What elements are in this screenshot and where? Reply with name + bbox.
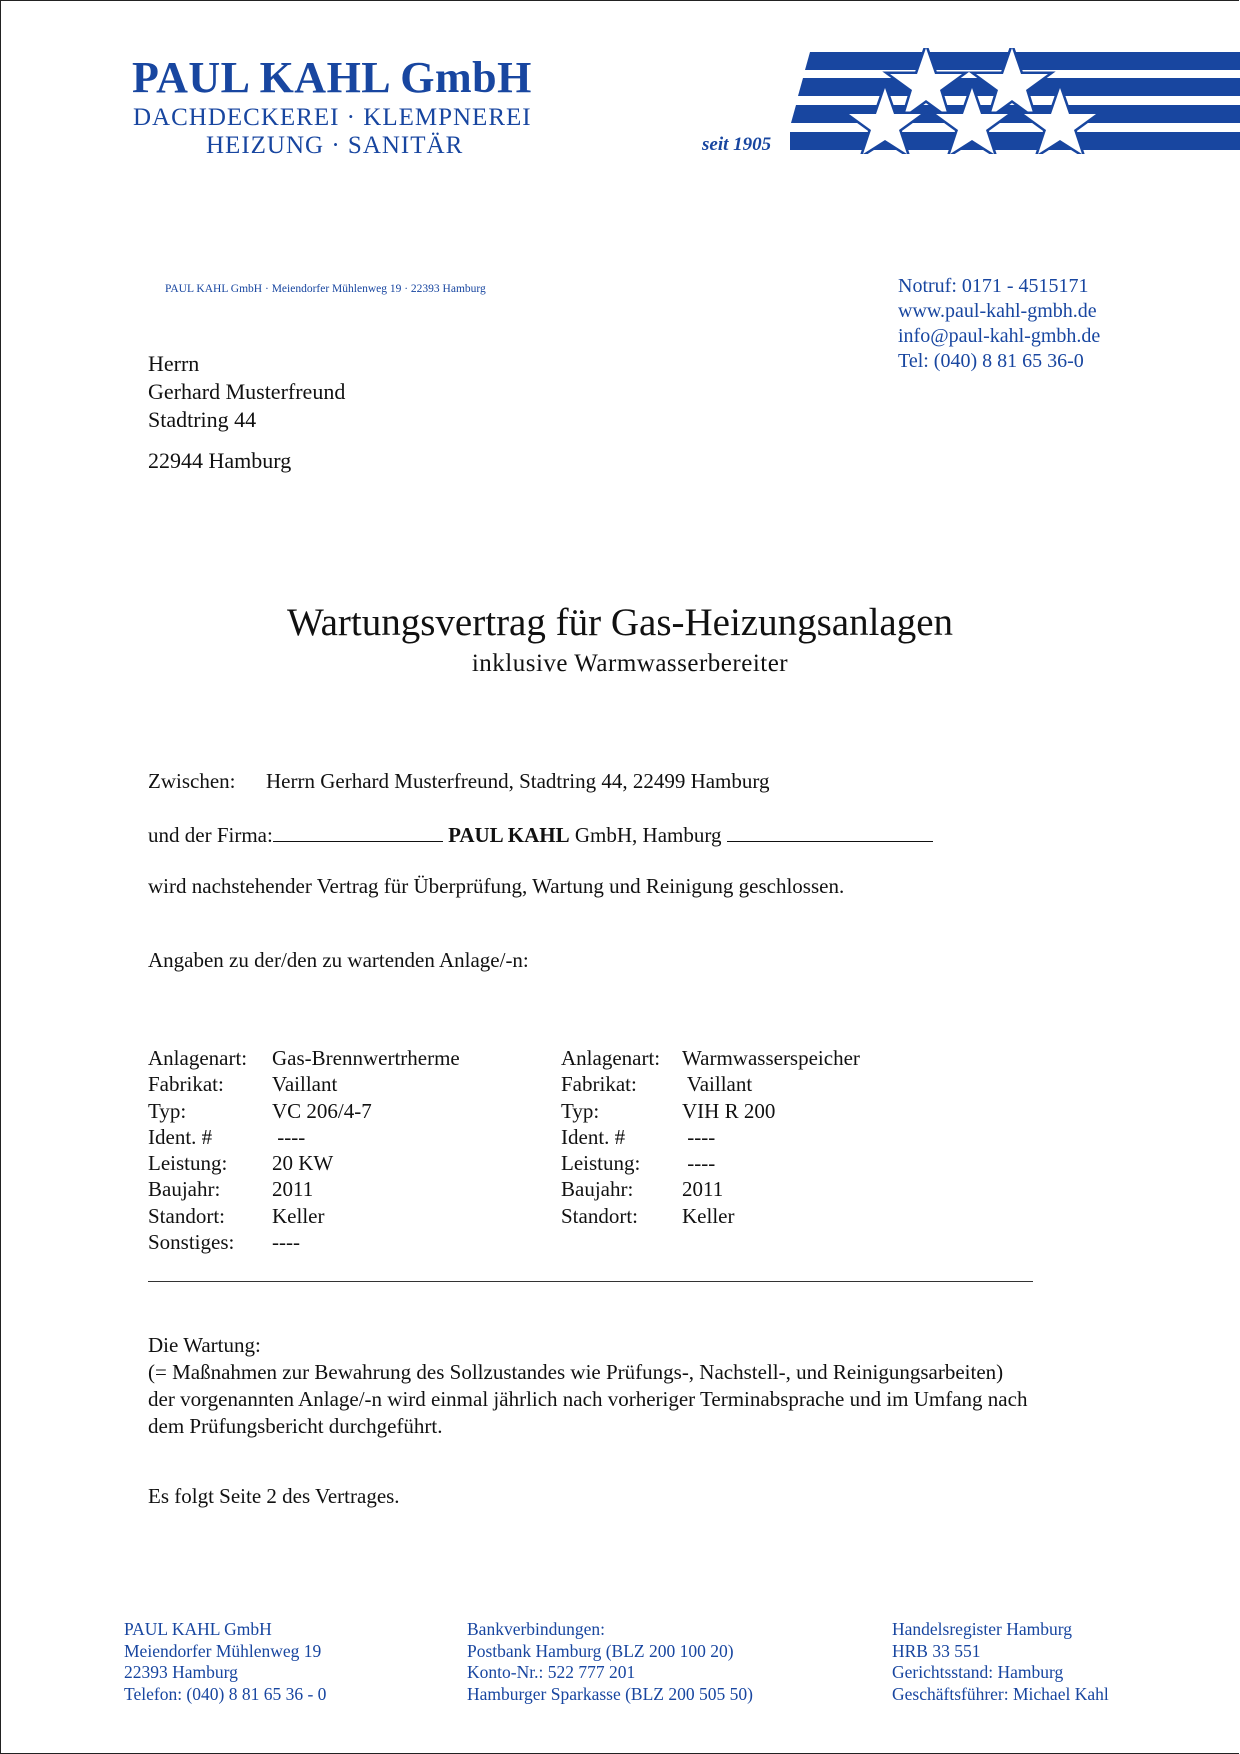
field-value: 20 KW bbox=[272, 1151, 334, 1176]
field-value: ---- bbox=[682, 1151, 716, 1176]
company-trades-line1: DACHDECKEREI · KLEMPNEREI bbox=[133, 104, 532, 131]
field-label: Ident. # bbox=[148, 1124, 213, 1149]
equipment-row bbox=[148, 1229, 460, 1255]
contact-block bbox=[898, 274, 1100, 374]
equipment-row bbox=[561, 1176, 860, 1202]
between-label: Zwischen: bbox=[148, 769, 236, 793]
equipment-row bbox=[561, 1124, 860, 1150]
footer-line: Konto-Nr.: 522 777 201 bbox=[467, 1662, 636, 1682]
footer-line: Bankverbindungen: bbox=[467, 1619, 606, 1639]
field-value: ---- bbox=[682, 1124, 716, 1149]
footer-line: Geschäftsführer: Michael Kahl bbox=[892, 1683, 1109, 1704]
field-label: Leistung: bbox=[148, 1151, 228, 1176]
footer-line: HRB 33 551 bbox=[892, 1640, 981, 1661]
field-label: Sonstiges: bbox=[148, 1230, 235, 1255]
contract-party-firm bbox=[148, 823, 933, 848]
contract-party-customer bbox=[148, 769, 770, 794]
footer-register bbox=[892, 1619, 1109, 1705]
field-value: 2011 bbox=[682, 1177, 724, 1202]
email-link[interactable]: info@paul-kahl-gmbh.de bbox=[898, 325, 1101, 347]
document-subtitle: inklusive Warmwasserbereiter bbox=[471, 650, 789, 677]
equipment-row bbox=[561, 1203, 860, 1229]
equipment-row bbox=[148, 1203, 460, 1229]
equipment-row bbox=[561, 1098, 860, 1124]
since-label: seit 1905 bbox=[702, 134, 772, 155]
sender-return-address: PAUL KAHL GmbH · Meiendorfer Mühlenweg 19 · 22393 Hamburg bbox=[165, 283, 486, 295]
field-label: Typ: bbox=[148, 1098, 187, 1123]
maintenance-line: (= Maßnahmen zur Bewahrung des Sollzustandes wie Prüfungs-, Nachstell-, und Reinigungsarbeiten) bbox=[148, 1360, 1004, 1384]
field-label: Anlagenart: bbox=[148, 1046, 248, 1070]
footer-line: Meiendorfer Mühlenweg 19 bbox=[124, 1640, 322, 1661]
footer-bank bbox=[467, 1619, 753, 1705]
equipment-row bbox=[561, 1045, 860, 1071]
field-label: Standort: bbox=[148, 1203, 225, 1228]
blank-line-left bbox=[273, 823, 443, 842]
maintenance-line: dem Prüfungsbericht durchgeführt. bbox=[148, 1414, 443, 1438]
field-label: Typ: bbox=[561, 1098, 600, 1123]
footer-line: 22393 Hamburg bbox=[124, 1662, 238, 1682]
field-label: Anlagenart: bbox=[561, 1046, 661, 1070]
document-title: Wartungsvertrag für Gas-Heizungsanlagen bbox=[286, 601, 954, 644]
field-value: Vaillant bbox=[682, 1072, 753, 1097]
equipment-details-intro: Angaben zu der/den zu wartenden Anlage/-n: bbox=[148, 948, 529, 972]
recipient-address bbox=[148, 350, 345, 486]
field-label: Fabrikat: bbox=[148, 1072, 224, 1097]
footer-line: Handelsregister Hamburg bbox=[892, 1619, 1072, 1639]
maintenance-paragraph bbox=[148, 1332, 1027, 1440]
logo-stripe-1 bbox=[805, 52, 1240, 70]
footer-line: Gerichtsstand: Hamburg bbox=[892, 1662, 1064, 1682]
field-label: Fabrikat: bbox=[561, 1072, 637, 1097]
field-label: Baujahr: bbox=[148, 1177, 221, 1202]
emergency-phone: Notruf: 0171 - 4515171 bbox=[898, 275, 1089, 297]
field-value: Warmwasserspeicher bbox=[682, 1046, 860, 1070]
equipment-row bbox=[148, 1150, 460, 1176]
footer-line: Hamburger Sparkasse (BLZ 200 505 50) bbox=[467, 1683, 753, 1704]
firm-prefix: und der Firma: bbox=[148, 823, 273, 847]
equipment-row bbox=[148, 1176, 460, 1202]
recipient-salutation: Herrn bbox=[148, 351, 200, 376]
equipment-row bbox=[561, 1150, 860, 1176]
equipment-heater bbox=[148, 1045, 460, 1255]
between-value: Herrn Gerhard Musterfreund, Stadtring 44, 22499 Hamburg bbox=[266, 769, 770, 793]
contract-statement: wird nachstehender Vertrag für Überprüfung, Wartung und Reinigung geschlossen. bbox=[148, 874, 845, 898]
field-label: Standort: bbox=[561, 1203, 638, 1228]
blank-line-right bbox=[727, 823, 933, 842]
maintenance-heading: Die Wartung: bbox=[148, 1333, 261, 1357]
equipment-row bbox=[148, 1098, 460, 1124]
field-label: Baujahr: bbox=[561, 1177, 634, 1202]
stars-stripes-logo bbox=[790, 48, 1240, 154]
field-value: VIH R 200 bbox=[682, 1098, 776, 1123]
field-value: 2011 bbox=[272, 1177, 314, 1202]
recipient-city: 22944 Hamburg bbox=[148, 448, 292, 473]
company-name: PAUL KAHL GmbH bbox=[132, 53, 532, 102]
maintenance-line: der vorgenannten Anlage/-n wird einmal jährlich nach vorheriger Terminabsprache und im Umfang nach bbox=[148, 1387, 1028, 1411]
footer-line: Telefon: (040) 8 81 65 36 - 0 bbox=[124, 1683, 327, 1704]
company-trades-line2: HEIZUNG · SANITÄR bbox=[206, 132, 464, 159]
footer-line: PAUL KAHL GmbH bbox=[124, 1619, 272, 1639]
firm-name-rest: GmbH, Hamburg bbox=[569, 823, 727, 847]
equipment-row bbox=[561, 1071, 860, 1097]
followup-note: Es folgt Seite 2 des Vertrages. bbox=[148, 1484, 400, 1508]
firm-name-bold: PAUL KAHL bbox=[448, 823, 570, 847]
website-link[interactable]: www.paul-kahl-gmbh.de bbox=[898, 300, 1097, 322]
field-value: ---- bbox=[272, 1124, 306, 1149]
equipment-row bbox=[148, 1071, 460, 1097]
equipment-row bbox=[148, 1124, 460, 1150]
field-label: Ident. # bbox=[561, 1124, 626, 1149]
field-label: Leistung: bbox=[561, 1151, 641, 1176]
phone-number: Tel: (040) 8 81 65 36-0 bbox=[898, 350, 1084, 372]
field-value: Keller bbox=[682, 1203, 735, 1228]
field-value: VC 206/4-7 bbox=[272, 1098, 372, 1123]
equipment-water-tank bbox=[561, 1045, 860, 1229]
recipient-name: Gerhard Musterfreund bbox=[148, 379, 346, 404]
field-value: Keller bbox=[272, 1203, 325, 1228]
field-value: Gas-Brennwertrherme bbox=[272, 1046, 460, 1070]
field-value: Vaillant bbox=[272, 1072, 338, 1097]
logo-stripe-4 bbox=[790, 132, 1240, 150]
footer-company bbox=[124, 1619, 326, 1705]
recipient-street: Stadtring 44 bbox=[148, 407, 257, 432]
field-value: ---- bbox=[272, 1230, 300, 1255]
horizontal-rule bbox=[148, 1281, 1033, 1282]
footer-line: Postbank Hamburg (BLZ 200 100 20) bbox=[467, 1640, 734, 1661]
equipment-row bbox=[148, 1045, 460, 1071]
